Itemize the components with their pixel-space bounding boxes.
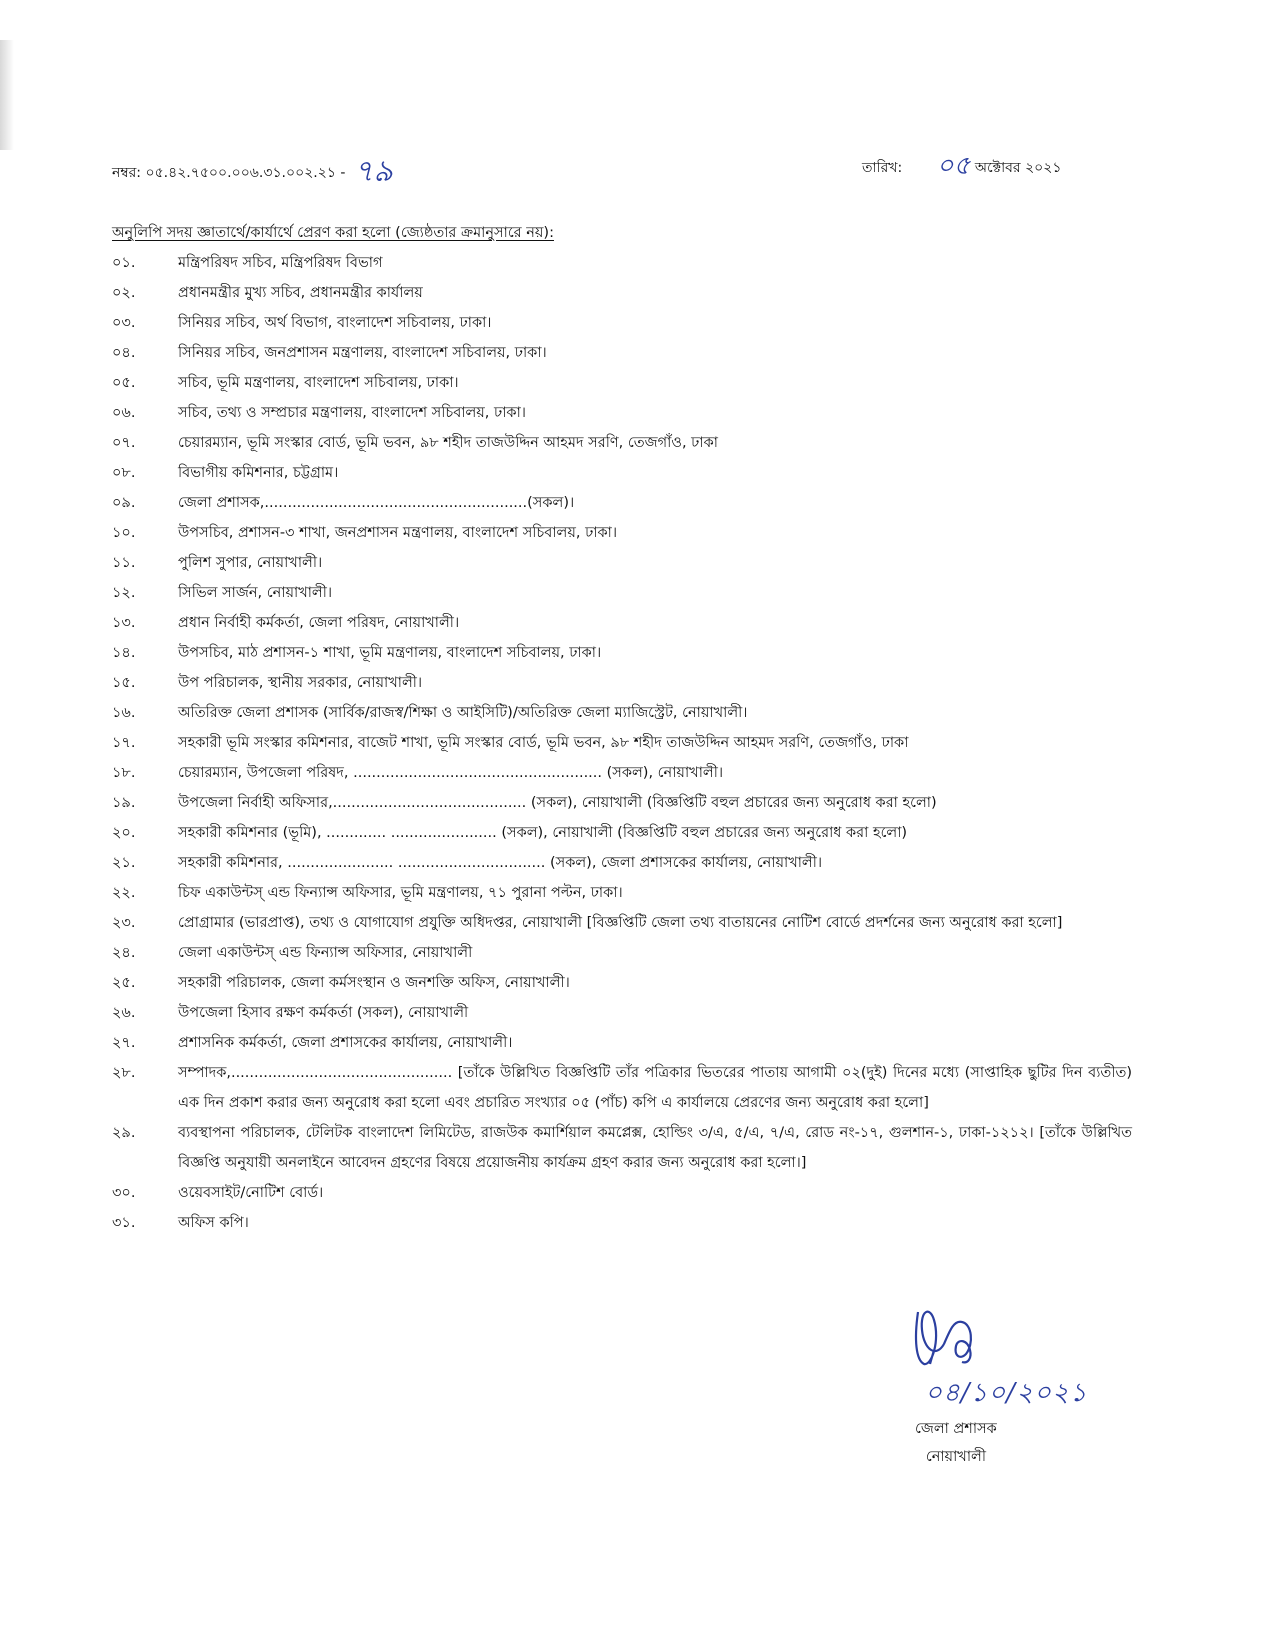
list-item-text: উপসচিব, প্রশাসন-৩ শাখা, জনপ্রশাসন মন্ত্রণালয়, বাংলাদেশ সচিবালয়, ঢাকা। xyxy=(178,525,618,541)
list-item-number: ২৩. xyxy=(112,915,136,931)
list-item xyxy=(112,428,1132,458)
list-item-number: ০৩. xyxy=(112,315,136,331)
list-item-number: ০৬. xyxy=(112,405,136,421)
reference-handwritten-number: ৭৯ xyxy=(353,154,393,189)
list-item-text: প্রধান নির্বাহী কর্মকর্তা, জেলা পরিষদ, নোয়াখালী। xyxy=(178,615,460,631)
list-item-text: সহকারী ভূমি সংস্কার কমিশনার, বাজেট শাখা, ভূমি সংস্কার বোর্ড, ভূমি ভবন, ৯৮ শহীদ তাজউদ্দিন আহমদ সরণি, তেজগাঁও, ঢাকা xyxy=(178,735,909,751)
list-item-number: ১৪. xyxy=(112,645,136,661)
list-item-number: ০২. xyxy=(112,285,136,301)
list-item-text: পুলিশ সুপার, নোয়াখালী। xyxy=(178,555,323,571)
list-item-number: ০১. xyxy=(112,255,136,271)
list-item xyxy=(112,698,1132,728)
list-item-number: ২৫. xyxy=(112,975,136,991)
list-item-text: সিভিল সার্জন, নোয়াখালী। xyxy=(178,585,333,601)
signature-handwritten-date: ০৪/১০/২০২১ xyxy=(925,1378,1088,1408)
list-item xyxy=(112,278,1132,308)
list-item xyxy=(112,488,1132,518)
list-item xyxy=(112,848,1132,878)
list-item-text: ওয়েবসাইট/নোটিশ বোর্ড। xyxy=(178,1185,324,1201)
date-label: তারিখ: xyxy=(862,160,903,176)
list-item-text: চিফ একাউন্টস্ এন্ড ফিন্যান্স অফিসার, ভূমি মন্ত্রণালয়, ৭১ পুরানা পল্টন, ঢাকা। xyxy=(178,885,623,901)
list-item-text: প্রধানমন্ত্রীর মুখ্য সচিব, প্রধানমন্ত্রীর কার্যালয় xyxy=(178,285,423,301)
list-item-text: ব্যবস্থাপনা পরিচালক, টেলিটক বাংলাদেশ লিমিটেড, রাজউক কমার্শিয়াল কমপ্লেক্স, হোল্ডিং ৩/এ, ৫/এ, ৭/এ, রোড নং-১৭, গুলশান-১, ঢাকা-১২১২। [তাঁকে উল্লিখিত বিজ্ঞপ্তি অনুযায়ী অনলাইনে আবেদন গ্রহণের বিষয়ে প্রয়োজনীয় কার্যক্রম গ্রহণ করার জন্য অনুরোধ করা হলো।] xyxy=(178,1125,1132,1171)
list-item-number: ২৮. xyxy=(112,1065,136,1081)
distribution-heading: অনুলিপি সদয় জ্ঞাতার্থে/কার্যার্থে প্রেরণ করা হলো (জ্যেষ্ঠতার ক্রমানুসারে নয়): xyxy=(112,225,554,241)
list-item xyxy=(112,668,1132,698)
list-item xyxy=(112,578,1132,608)
list-item-number: ৩১. xyxy=(112,1215,136,1231)
list-item-text: সিনিয়র সচিব, জনপ্রশাসন মন্ত্রণালয়, বাংলাদেশ সচিবালয়, ঢাকা। xyxy=(178,345,547,361)
list-item xyxy=(112,518,1132,548)
list-item-text: সচিব, তথ্য ও সম্প্রচার মন্ত্রণালয়, বাংলাদেশ সচিবালয়, ঢাকা। xyxy=(178,405,526,421)
list-item-text: উপসচিব, মাঠ প্রশাসন-১ শাখা, ভূমি মন্ত্রণালয়, বাংলাদেশ সচিবালয়, ঢাকা। xyxy=(178,645,602,661)
list-item-text: মন্ত্রিপরিষদ সচিব, মন্ত্রিপরিষদ বিভাগ xyxy=(178,255,383,271)
list-item xyxy=(112,788,1132,818)
list-item-text: বিভাগীয় কমিশনার, চট্টগ্রাম। xyxy=(178,465,339,481)
list-item-text: সহকারী পরিচালক, জেলা কর্মসংস্থান ও জনশক্তি অফিস, নোয়াখালী। xyxy=(178,975,570,991)
list-item-number: ২৯. xyxy=(112,1125,136,1141)
list-item xyxy=(112,998,1132,1028)
list-item-text: প্রশাসনিক কর্মকর্তা, জেলা প্রশাসকের কার্যালয়, নোয়াখালী। xyxy=(178,1035,513,1051)
list-item-number: ১০. xyxy=(112,525,136,541)
reference-number xyxy=(112,143,393,194)
signatory-block xyxy=(915,1415,997,1471)
list-item-text: চেয়ারম্যান, উপজেলা পরিষদ, ...................................................... (সকল), নোয়াখালী। xyxy=(178,765,724,781)
list-item-number: ০৮. xyxy=(112,465,136,481)
list-item-number: ২১. xyxy=(112,855,136,871)
scan-edge-shadow xyxy=(0,40,14,150)
list-item xyxy=(112,1118,1132,1178)
signatory-office: নোয়াখালী xyxy=(925,1449,986,1465)
list-item-number: ১২. xyxy=(112,585,136,601)
list-item xyxy=(112,398,1132,428)
date-month-year: অক্টোবর ২০২১ xyxy=(974,160,1062,176)
list-item xyxy=(112,548,1132,578)
list-item-text: উপজেলা হিসাব রক্ষণ কর্মকর্তা (সকল), নোয়াখালী xyxy=(178,1005,469,1021)
list-item xyxy=(112,458,1132,488)
list-item-number: ৩০. xyxy=(112,1185,136,1201)
list-item-number: ১৭. xyxy=(112,735,136,751)
list-item xyxy=(112,308,1132,338)
list-item xyxy=(112,608,1132,638)
list-item-text: প্রোগ্রামার (ভারপ্রাপ্ত), তথ্য ও যোগাযোগ প্রযুক্তি অধিদপ্তর, নোয়াখালী [বিজ্ঞপ্তিটি জেলা তথ্য বাতায়নের নোটিশ বোর্ডে প্রদর্শনের জন্য অনুরোধ করা হলো] xyxy=(178,915,1063,931)
list-item-number: ১৫. xyxy=(112,675,136,691)
signatory-designation: জেলা প্রশাসক xyxy=(915,1421,997,1437)
list-item-text: অফিস কপি। xyxy=(178,1215,249,1231)
list-item-number: ২২. xyxy=(112,885,136,901)
list-item xyxy=(112,638,1132,668)
list-item-number: ২০. xyxy=(112,825,136,841)
list-item-text: অতিরিক্ত জেলা প্রশাসক (সার্বিক/রাজস্ব/শিক্ষা ও আইসিটি)/অতিরিক্ত জেলা ম্যাজিস্ট্রেট, নোয়াখালী। xyxy=(178,705,748,721)
reference-number-text: নম্বর: ০৫.৪২.৭৫০০.০০৬.৩১.০০২.২১ - xyxy=(112,165,346,181)
list-item xyxy=(112,368,1132,398)
list-item xyxy=(112,938,1132,968)
list-item-number: ১৮. xyxy=(112,765,136,781)
list-item xyxy=(112,338,1132,368)
list-item-text: উপ পরিচালক, স্থানীয় সরকার, নোয়াখালী। xyxy=(178,675,423,691)
list-item-text: সহকারী কমিশনার (ভূমি), ............. ....................... (সকল), নোয়াখালী (বিজ্ঞপ্তিটি বহুল প্রচারের জন্য অনুরোধ করা হলো) xyxy=(178,825,908,841)
list-item-number: ১৬. xyxy=(112,705,136,721)
list-item-text: সিনিয়র সচিব, অর্থ বিভাগ, বাংলাদেশ সচিবালয়, ঢাকা। xyxy=(178,315,492,331)
list-item xyxy=(112,1058,1132,1118)
list-item-text: চেয়ারম্যান, ভূমি সংস্কার বোর্ড, ভূমি ভবন, ৯৮ শহীদ তাজউদ্দিন আহমদ সরণি, তেজগাঁও, ঢাকা xyxy=(178,435,718,451)
list-item xyxy=(112,818,1132,848)
list-item-number: ২৬. xyxy=(112,1005,136,1021)
list-item-text: জেলা প্রশাসক,.........................................................(সকল)। xyxy=(178,495,575,511)
list-item-text: সহকারী কমিশনার, ....................... ................................ (সকল), জেলা প্রশাসকের কার্যালয়, নোয়াখালী। xyxy=(178,855,823,871)
list-item-text: জেলা একাউন্টস্ এন্ড ফিন্যান্স অফিসার, নোয়াখালী xyxy=(178,945,473,961)
list-item-number: ২৭. xyxy=(112,1035,136,1051)
document-date xyxy=(862,143,1061,187)
list-item-number: ০৭. xyxy=(112,435,136,451)
date-handwritten-day: ০৫ xyxy=(936,151,971,181)
list-item-number: ০৯. xyxy=(112,495,136,511)
list-item-number: ০৫. xyxy=(112,375,136,391)
list-item-text: সচিব, ভূমি মন্ত্রণালয়, বাংলাদেশ সচিবালয়, ঢাকা। xyxy=(178,375,459,391)
list-item-number: ২৪. xyxy=(112,945,136,961)
list-item xyxy=(112,908,1132,938)
list-item-text: উপজেলা নির্বাহী অফিসার,.......................................... (সকল), নোয়াখালী (বিজ্ঞপ্তিটি বহুল প্রচারের জন্য অনুরোধ করা হলো) xyxy=(178,795,937,811)
list-item-text: সম্পাদক,................................................ [তাঁকে উল্লিখিত বিজ্ঞপ্তিটি তাঁর পত্রিকার ভিতরের পাতায় আগামী ০২(দুই) দিনের মধ্যে (সাপ্তাহিক ছুটির দিন ব্যতীত) এক দিন প্রকাশ করার জন্য অনুরোধ করা হলো এবং প্রচারিত সংখ্যার ০৫ (পাঁচ) কপি এ কার্যালয়ে প্রেরণের জন্য অনুরোধ করা হলো] xyxy=(178,1065,1132,1111)
list-item xyxy=(112,1178,1132,1208)
list-item-number: ১১. xyxy=(112,555,136,571)
list-item xyxy=(112,248,1132,278)
distribution-list xyxy=(112,248,1132,1238)
list-item xyxy=(112,728,1132,758)
list-item-number: ১৯. xyxy=(112,795,136,811)
list-item xyxy=(112,968,1132,998)
list-item xyxy=(112,1208,1132,1238)
list-item xyxy=(112,1028,1132,1058)
list-item-number: ০৪. xyxy=(112,345,136,361)
list-item xyxy=(112,758,1132,788)
list-item-number: ১৩. xyxy=(112,615,136,631)
list-item xyxy=(112,878,1132,908)
